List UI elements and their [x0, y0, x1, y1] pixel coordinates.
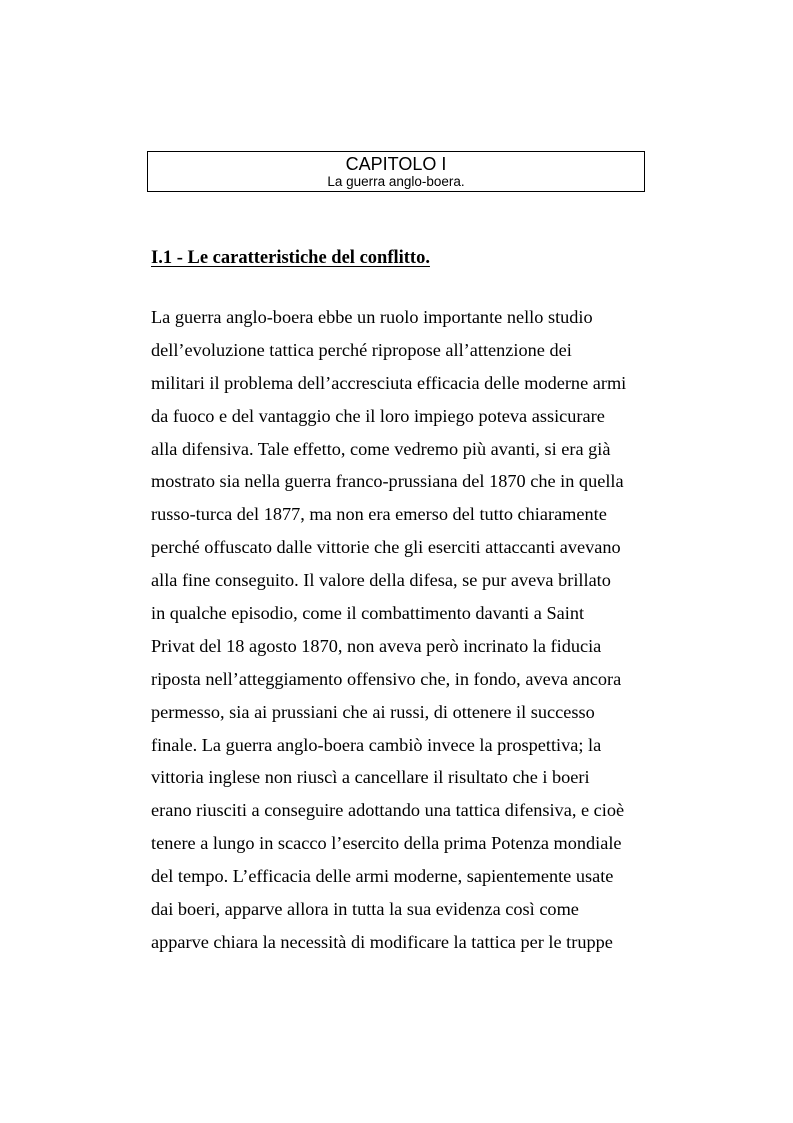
text-line: alla difensiva. Tale effetto, come vedremo più avanti, si era già [151, 438, 611, 459]
text-line: riposta nell’atteggiamento offensivo che, in fondo, aveva ancora [151, 668, 622, 689]
chapter-title: CAPITOLO I [345, 154, 447, 174]
text-line: alla fine conseguito. Il valore della difesa, se pur aveva brillato [151, 570, 611, 591]
text-line: dell’evoluzione tattica perché ripropose all’attenzione dei [151, 339, 572, 360]
text-line: da fuoco e del vantaggio che il loro impiego poteva assicurare [151, 405, 605, 426]
chapter-header-box [147, 151, 645, 192]
text-line: permesso, sia ai prussiani che ai russi, di ottenere il successo [151, 701, 595, 722]
text-line: dai boeri, apparve allora in tutta la sua evidenza così come [151, 899, 579, 920]
text-line: mostrato sia nella guerra franco-prussiana del 1870 che in quella [151, 471, 624, 492]
text-line: in qualche episodio, come il combattimento davanti a Saint [151, 603, 585, 624]
text-line: del tempo. L’efficacia delle armi moderne, sapientemente usate [151, 866, 614, 887]
text-line: finale. La guerra anglo-boera cambiò invece la prospettiva; la [151, 734, 602, 755]
text-line: russo-turca del 1877, ma non era emerso del tutto chiaramente [151, 504, 607, 525]
section-heading: I.1 - Le caratteristiche del conflitto. [151, 248, 430, 268]
body-paragraph [151, 305, 644, 963]
chapter-subtitle: La guerra anglo-boera. [327, 174, 465, 189]
text-line: erano riusciti a conseguire adottando una tattica difensiva, e cioè [151, 800, 625, 821]
text-line: tenere a lungo in scacco l’esercito della prima Potenza mondiale [151, 833, 622, 854]
text-line: vittoria inglese non riuscì a cancellare il risultato che i boeri [151, 767, 590, 788]
text-line: perché offuscato dalle vittorie che gli eserciti attaccanti avevano [151, 537, 621, 558]
text-line: apparve chiara la necessità di modificare la tattica per le truppe [151, 931, 613, 952]
text-line: La guerra anglo-boera ebbe un ruolo importante nello studio [151, 307, 593, 327]
text-line: Privat del 18 agosto 1870, non aveva però incrinato la fiducia [151, 635, 602, 656]
text-line: militari il problema dell’accresciuta efficacia delle moderne armi [151, 372, 627, 393]
